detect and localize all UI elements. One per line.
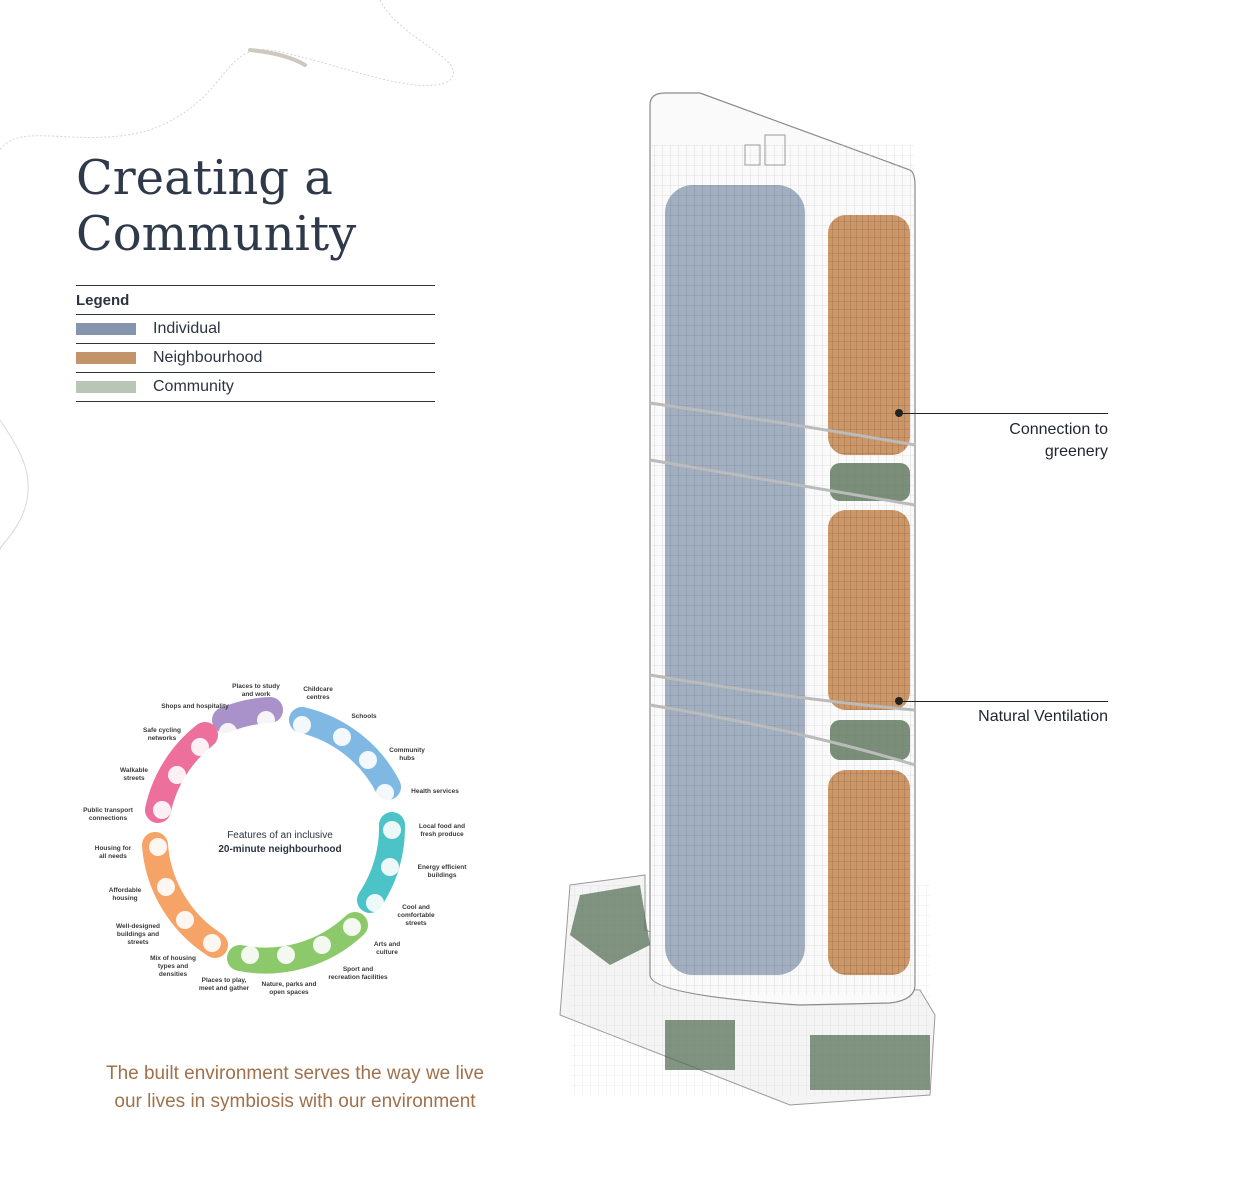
- wheel-label: Public transport: [83, 807, 133, 814]
- wheel-label: and work: [241, 691, 271, 698]
- page-title: Creating a Community: [76, 150, 357, 262]
- wheel-label: Schools: [351, 713, 377, 720]
- callout-greenery: Connection to greenery: [1009, 421, 1108, 460]
- wheel-label: all needs: [99, 853, 127, 860]
- legend-item-community: Community: [76, 373, 435, 402]
- legend-heading: Legend: [76, 285, 435, 315]
- wheel-label: open spaces: [269, 989, 309, 996]
- wheel-label: streets: [123, 775, 145, 782]
- wheel-label: Affordable: [108, 887, 142, 894]
- wheel-label: Local food and: [418, 823, 466, 830]
- wheel-label: fresh produce: [420, 831, 464, 838]
- wheel-center-line2: 20-minute neighbourhood: [218, 844, 342, 855]
- wheel-label: Health services: [411, 788, 459, 795]
- wheel-label: comfortable: [397, 912, 435, 919]
- wheel-label: Shops and hospitality: [161, 703, 229, 710]
- wheel-label: Childcare: [303, 686, 333, 693]
- wheel-label: Mix of housing: [150, 955, 196, 962]
- wheel-label: housing: [112, 895, 138, 902]
- legend-swatch: [76, 381, 136, 393]
- wheel-label: hubs: [399, 755, 415, 762]
- wheel-label: Nature, parks and: [261, 981, 317, 988]
- wheel-label: Arts and: [373, 941, 401, 948]
- neighbourhood-wheel: [70, 675, 490, 1005]
- wheel-label: Safe cycling: [143, 727, 181, 734]
- wheel-label: Places to study: [232, 683, 280, 690]
- legend-item-individual: Individual: [76, 315, 435, 344]
- tower-illustration: [550, 85, 950, 1115]
- wheel-label: Community: [389, 747, 425, 754]
- legend-swatch: [76, 352, 136, 364]
- wheel-label: streets: [127, 939, 149, 946]
- wheel-label: connections: [88, 815, 128, 822]
- wheel-label: Energy efficient: [417, 864, 467, 871]
- wheel-label: Places to play,: [201, 977, 247, 984]
- wheel-label: densities: [158, 971, 188, 978]
- wheel-label: centres: [306, 694, 330, 701]
- wheel-label: Cool and: [402, 904, 430, 911]
- callout-line-greenery: [903, 413, 1108, 414]
- wheel-label: buildings: [427, 872, 457, 879]
- legend-item-neighbourhood: Neighbourhood: [76, 344, 435, 373]
- callout-ventilation: Natural Ventilation: [978, 708, 1108, 725]
- tagline: The built environment serves the way we live our lives in symbiosis with our environment: [105, 1063, 485, 1112]
- decorative-squiggle: [0, 0, 470, 560]
- wheel-center-line1: Features of an inclusive: [227, 830, 333, 841]
- callout-line-ventilation: [903, 701, 1108, 702]
- wheel-label: streets: [405, 920, 427, 927]
- wheel-label: Well-designed: [116, 923, 160, 930]
- wheel-label: culture: [376, 949, 398, 956]
- wheel-label: recreation facilities: [328, 974, 388, 981]
- legend: [76, 285, 435, 402]
- wheel-label: meet and gather: [198, 985, 250, 992]
- wheel-label: networks: [147, 735, 177, 742]
- legend-swatch: [76, 323, 136, 335]
- wheel-label: types and: [157, 963, 189, 970]
- wheel-label: buildings and: [116, 931, 160, 938]
- wheel-label: Sport and: [342, 966, 374, 973]
- wheel-label: Walkable: [120, 767, 148, 774]
- wheel-label: Housing for: [94, 845, 132, 852]
